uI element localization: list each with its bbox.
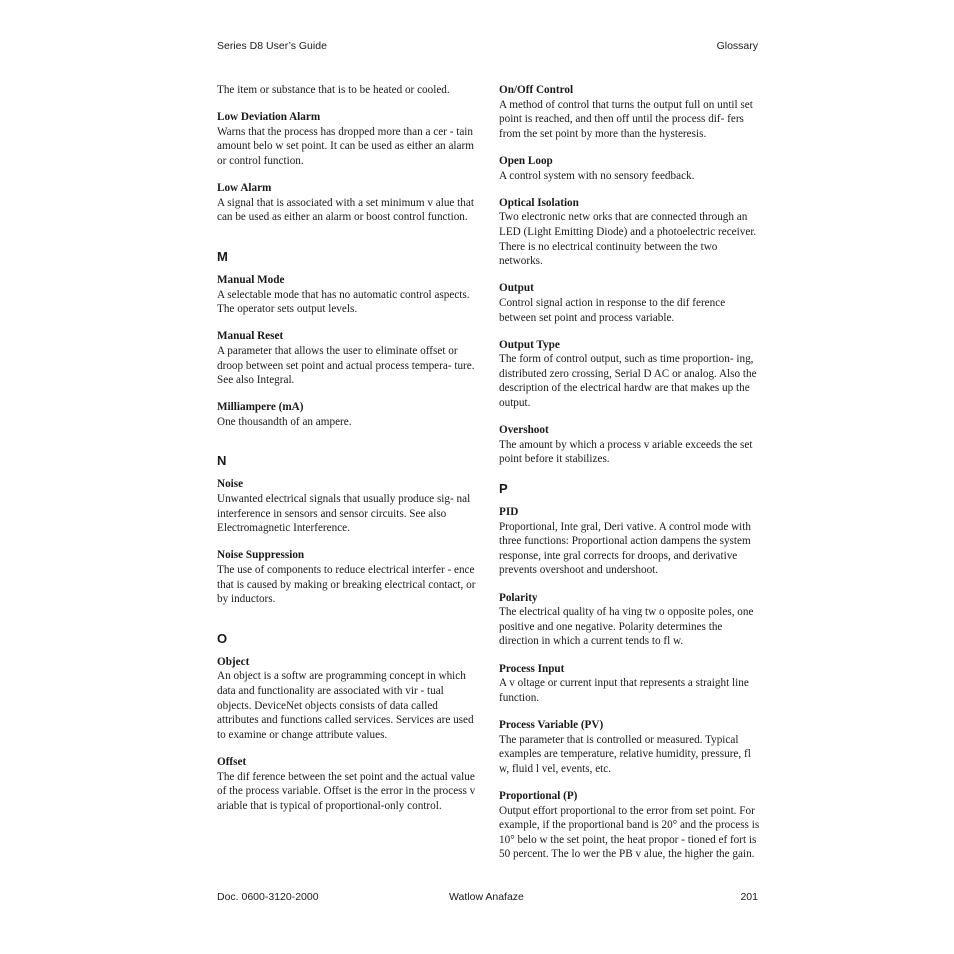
glossary-term: On/Off Control — [499, 84, 574, 96]
glossary-term: Process Variable (PV) — [499, 718, 604, 731]
glossary-definition: Unwanted electrical signals that usually produce sig- nal interference in sensors and sensor circuits. See also Electromagnetic Interference. — [217, 493, 471, 535]
glossary-term: Noise Suppression — [217, 549, 305, 562]
glossary-definition: Proportional, Inte gral, Deri vative. A control mode with three functions: Proportional action dampens the system response, inte gral corrects for droops, and derivative prevents overshoot and undershoot. — [499, 520, 751, 577]
glossary-term: Milliampere (mA) — [217, 401, 304, 414]
glossary-term: Manual Mode — [217, 273, 285, 286]
glossary-entry — [499, 154, 761, 183]
glossary-definition: Control signal action in response to the dif ference between set point and process variable. — [499, 296, 726, 324]
glossary-term: Manual Reset — [217, 330, 284, 343]
glossary-entry — [217, 477, 479, 535]
glossary-entry — [499, 505, 761, 578]
glossary-definition: A method of control that turns the output full on until set point is reached, and then off until the process dif- fers from the set point by more than the hysteresis. — [499, 98, 753, 140]
glossary-definition: The amount by which a process v ariable exceeds the set point before it stabilizes. — [499, 438, 753, 466]
glossary-term: Object — [217, 655, 250, 668]
glossary-entry — [499, 83, 761, 141]
glossary-entry — [499, 338, 761, 411]
running-header-section: Glossary — [716, 40, 758, 52]
glossary-term: Proportional (P) — [499, 789, 578, 802]
glossary-definition: The form of control output, such as time proportion- ing, distributed zero crossing, Serial D AC or analog. Also the description of the electrical hardw are that makes up the output. — [499, 353, 757, 410]
glossary-entry — [217, 755, 479, 813]
glossary-term: Low Alarm — [217, 182, 272, 195]
glossary-term: Optical Isolation — [499, 196, 579, 209]
glossary-entry — [217, 181, 479, 225]
glossary-definition: Output effort proportional to the error from set point. For example, if the proportional band is 20° and the process is 10° belo w the set point, the heat propor - tioned ef fort is 50 percent. The lo wer the PB v alue, the higher the gain. — [499, 804, 760, 861]
page-number: 201 — [740, 891, 758, 903]
section-letter-n: N — [217, 453, 227, 469]
glossary-entry — [217, 110, 479, 168]
glossary-definition: A selectable mode that has no automatic control aspects. The operator sets output levels. — [217, 288, 470, 316]
glossary-entry — [499, 423, 761, 467]
footer-company: Watlow Anafaze — [449, 891, 524, 903]
glossary-definition: The use of components to reduce electrical interfer - ence that is caused by making or breaking electrical contact, or by inductors. — [217, 564, 476, 606]
glossary-term: Output Type — [499, 338, 560, 351]
glossary-entry — [499, 591, 761, 649]
continued-definition: The item or substance that is to be heated or cooled. — [217, 84, 450, 96]
glossary-entry — [217, 329, 479, 387]
glossary-term: Noise — [217, 478, 244, 491]
glossary-term: Open Loop — [499, 154, 553, 167]
glossary-entry — [499, 196, 761, 269]
glossary-definition: The dif ference between the set point and the actual value of the process variable. Offset is the error in the process v ariable that is typical of proportional-only control. — [217, 770, 476, 812]
glossary-term: Offset — [217, 755, 247, 768]
glossary-term: Overshoot — [499, 424, 549, 437]
glossary-entry — [217, 548, 479, 606]
section-letter-o: O — [217, 630, 228, 646]
section-letter-m: M — [217, 248, 228, 264]
section-letter-p: P — [499, 481, 508, 497]
glossary-term: Process Input — [499, 662, 565, 675]
glossary-definition: Two electronic netw orks that are connected through an LED (Light Emitting Diode) and a photoelectric receiver. There is no electrical continuity between the two networks. — [499, 211, 757, 268]
glossary-term: Output — [499, 282, 534, 295]
glossary-entry — [217, 655, 479, 743]
glossary-definition: An object is a softw are programming concept in which data and functionality are associated with vir - tual objects. DeviceNet objects consists of data called attributes and functions called services. Services are used to examine or change attribute values. — [217, 670, 474, 741]
glossary-entry — [499, 281, 761, 325]
right-column — [499, 83, 761, 874]
running-header-title: Series D8 User’s Guide — [217, 40, 327, 52]
glossary-term: Polarity — [499, 591, 538, 604]
glossary-term: PID — [499, 506, 519, 519]
glossary-entry — [499, 718, 761, 776]
glossary-term: Low Deviation Alarm — [217, 111, 321, 124]
glossary-entry — [499, 662, 761, 706]
glossary-entry — [217, 400, 479, 429]
glossary-definition: A signal that is associated with a set minimum v alue that can be used as either an alarm or boost control function. — [217, 196, 474, 224]
glossary-definition: The electrical quality of ha ving tw o opposite poles, one positive and one negative. Polarity determines the direction in which a current tends to fl w. — [499, 606, 754, 648]
footer-doc-number: Doc. 0600-3120-2000 — [217, 891, 319, 903]
glossary-definition: A v oltage or current input that represents a straight line function. — [499, 677, 749, 704]
glossary-definition: Warns that the process has dropped more than a cer - tain amount belo w set point. It can be used as either an alarm or control function. — [217, 125, 474, 167]
glossary-definition: A control system with no sensory feedback. — [499, 169, 695, 182]
glossary-definition: One thousandth of an ampere. — [217, 415, 352, 428]
glossary-entry — [217, 273, 479, 317]
glossary-definition: The parameter that is controlled or measured. Typical examples are temperature, relative humidity, pressure, fl w, fluid l vel, events, etc. — [499, 733, 751, 775]
glossary-entry — [499, 789, 761, 862]
glossary-definition: A parameter that allows the user to eliminate offset or droop between set point and actual process tempera- ture. See also Integral. — [217, 344, 475, 387]
left-column — [217, 83, 479, 826]
